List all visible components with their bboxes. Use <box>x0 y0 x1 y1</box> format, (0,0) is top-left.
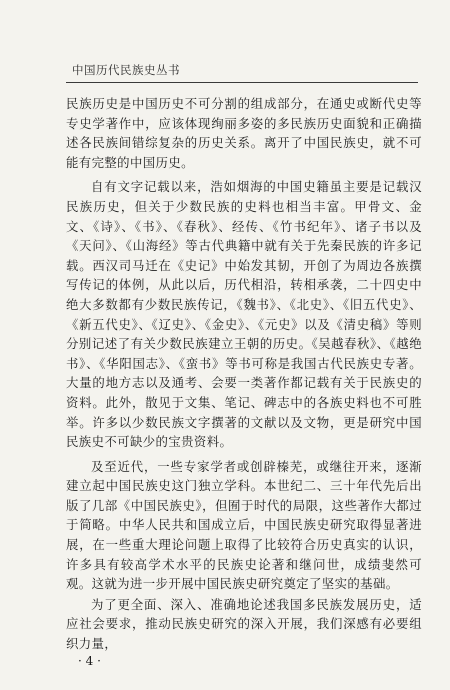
paragraph-2: 自有文字记载以来，浩如烟海的中国史籍虽主要是记载汉民族历史，但关于少数民族的史料也相当丰富。甲骨文、金文、《诗》、《书》、《春秋》、经传、《竹书纪年》、诸子书以及《天问》、《山海经》等古代典籍中就有关于先秦民族的许多记载。西汉司马迁在《史记》中始发其韧，开创了为周边各族撰写传记的体例，从此以后，历代相沿，转相承袭，二十四史中绝大多数都有少数民族传记，《魏书》、《北史》、《旧五代史》、《新五代史》、《辽史》、《金史》、《元史》以及《清史稿》等则分别记述了有关少数民族建立王朝的历史。《吴越春秋》、《越绝书》、《华阳国志》、《蛮书》等书可称是我国古代民族史专著。大量的地方志以及通考、会要一类著作都记载有关于民族史的资料。此外，散见于文集、笔记、碑志中的各族史料也不可胜举。许多以少数民族文字撰著的文献以及文物，更是研究中国民族史不可缺少的宝贵资料。 <box>66 179 422 450</box>
running-header-title: 中国历代民族史丛书 <box>72 63 180 77</box>
paragraph-1: 民族历史是中国历史不可分割的组成部分，在通史或断代史等专史学著作中，应该体现绚丽多姿的多民族历史面貌和正确描述各民族间错综复杂的历史关系。离开了中国民族史，就不可能有完整的中国历史。 <box>66 96 422 170</box>
paragraph-4: 为了更全面、深入、准确地论述我国多民族发展历史，适应社会要求，推动民族史研究的深入开展，我们深感有必要组织力量， <box>66 596 422 652</box>
body-text <box>66 94 422 655</box>
page-number: · 4 · <box>78 654 101 668</box>
header-rule <box>66 82 418 83</box>
paragraph-3: 及至近代，一些专家学者或创辟榛芜，或继往开来，逐渐建立起中国民族史这门独立学科。本世纪二、三十年代先后出版了几部《中国民族史》，但囿于时代的局限，这些著作大都过于简略。中华人民共和国成立后，中国民族史研究取得显著进展，在一些重大理论问题上取得了比较符合历史真实的认识，许多具有较高学术水平的民族史论著和继问世，成绩斐然可观。这就为进一步开展中国民族史研究奠定了坚实的基础。 <box>66 458 422 592</box>
